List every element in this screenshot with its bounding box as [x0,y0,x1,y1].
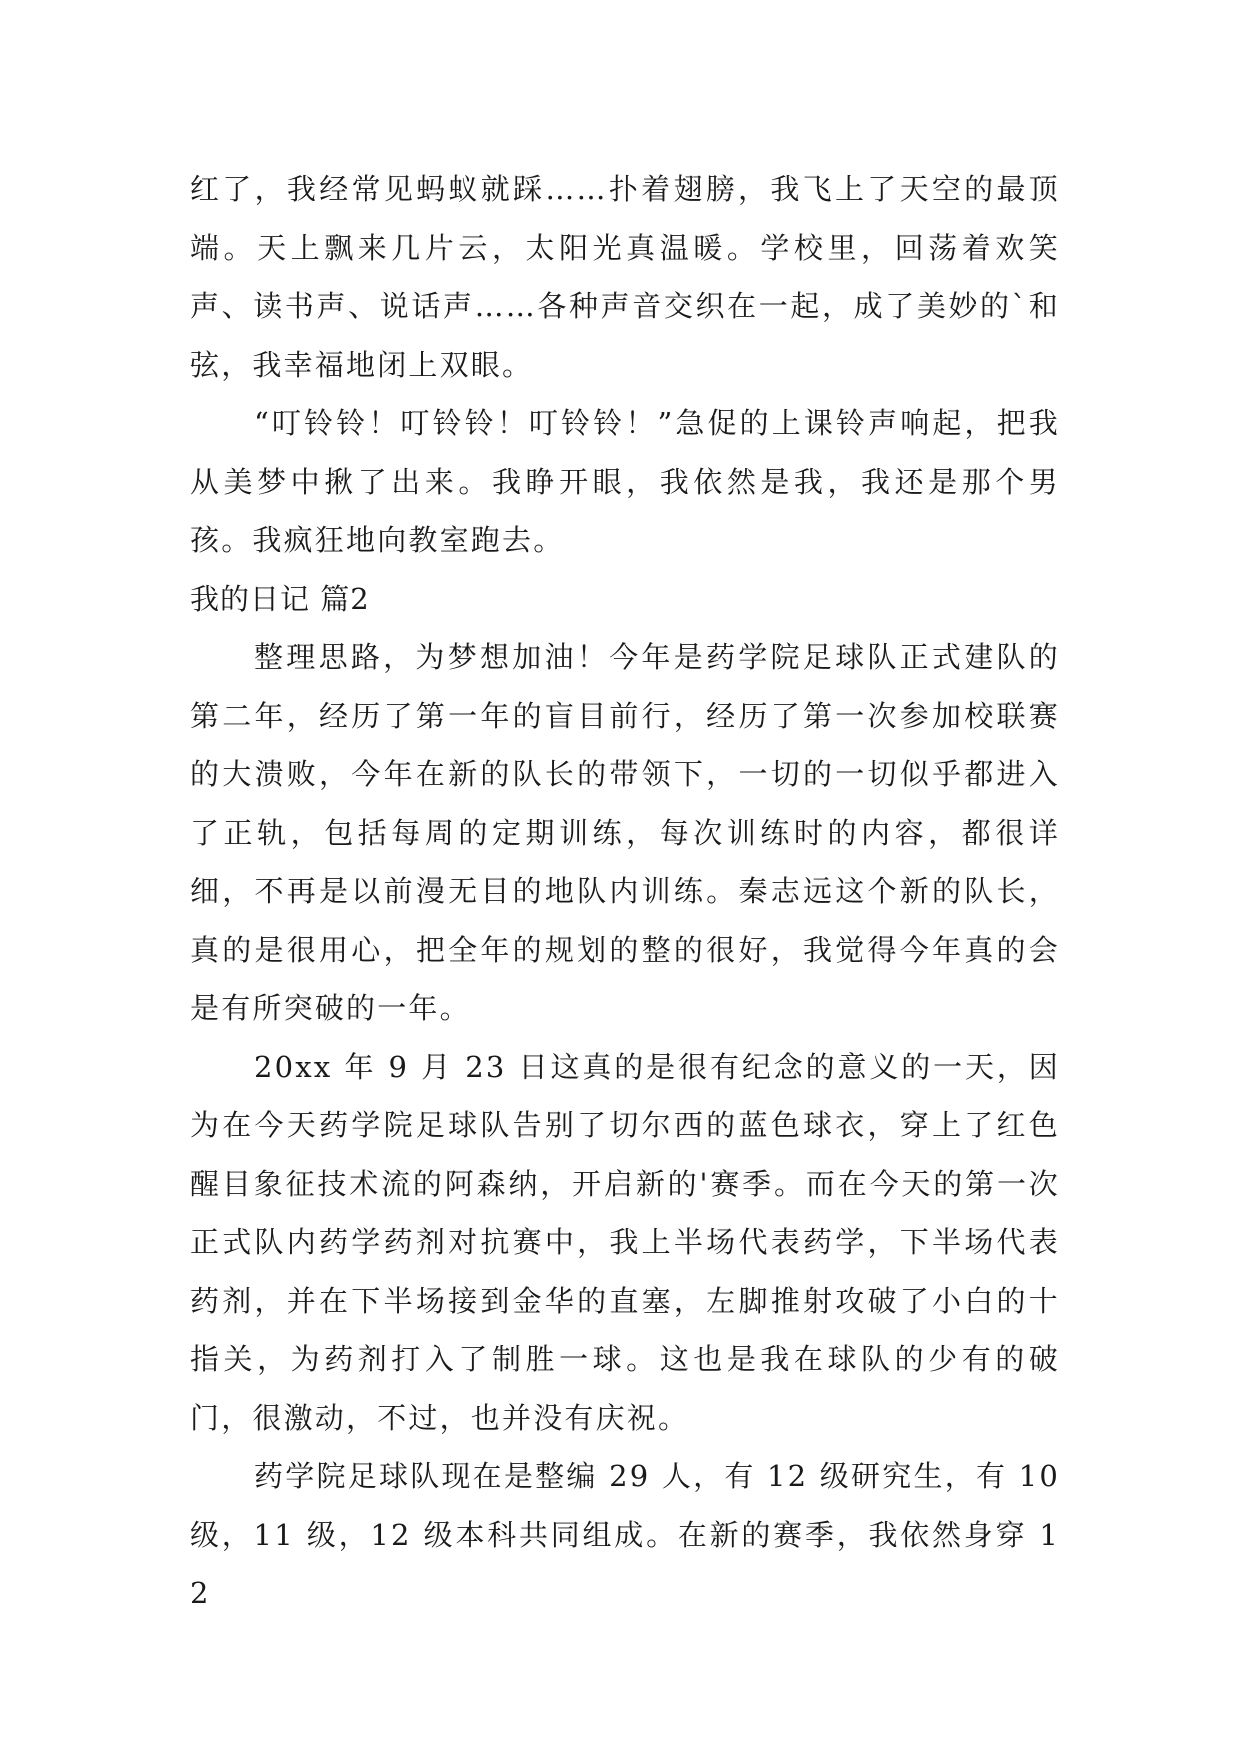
paragraph-3: 整理思路，为梦想加油！今年是药学院足球队正式建队的第二年，经历了第一年的盲目前行，经历了第一次参加校联赛的大溃败，今年在新的队长的带领下，一切的一切似乎都进入了正轨，包括每周的定期训练，每次训练时的内容，都很详细，不再是以前漫无目的地队内训练。秦志远这个新的队长，真的是很用心，把全年的规划的整的很好，我觉得今年真的会是有所突破的一年。 [190,640,1060,1025]
paragraph-4: 20xx 年 9 月 23 日这真的是很有纪念的意义的一天，因为在今天药学院足球队告别了切尔西的蓝色球衣，穿上了红色醒目象征技术流的阿森纳，开启新的'赛季。而在今天的第一次正式队内药学药剂对抗赛中，我上半场代表药学，下半场代表药剂，并在下半场接到金华的直塞，左脚推射攻破了小白的十指关，为药剂打入了制胜一球。这也是我在球队的少有的破门，很激动，不过，也并没有庆祝。 [190,1049,1060,1435]
paragraph-1: 红了，我经常见蚂蚁就踩……扑着翅膀，我飞上了天空的最顶端。天上飘来几片云，太阳光真温暖。学校里，回荡着欢笑声、读书声、说话声……各种声音交织在一起，成了美妙的`和弦，我幸福地闭上双眼。 [190,172,1060,382]
document-body [190,160,1060,1623]
paragraph-2: “叮铃铃！叮铃铃！叮铃铃！”急促的上课铃声响起，把我从美梦中揪了出来。我睁开眼，我依然是我，我还是那个男孩。我疯狂地向教室跑去。 [190,406,1060,557]
section-heading: 我的日记 篇2 [190,581,370,616]
paragraph-5: 药学院足球队现在是整编 29 人，有 12 级研究生，有 10 级，11 级，12 级本科共同组成。在新的赛季，我依然身穿 12 [190,1459,1060,1610]
